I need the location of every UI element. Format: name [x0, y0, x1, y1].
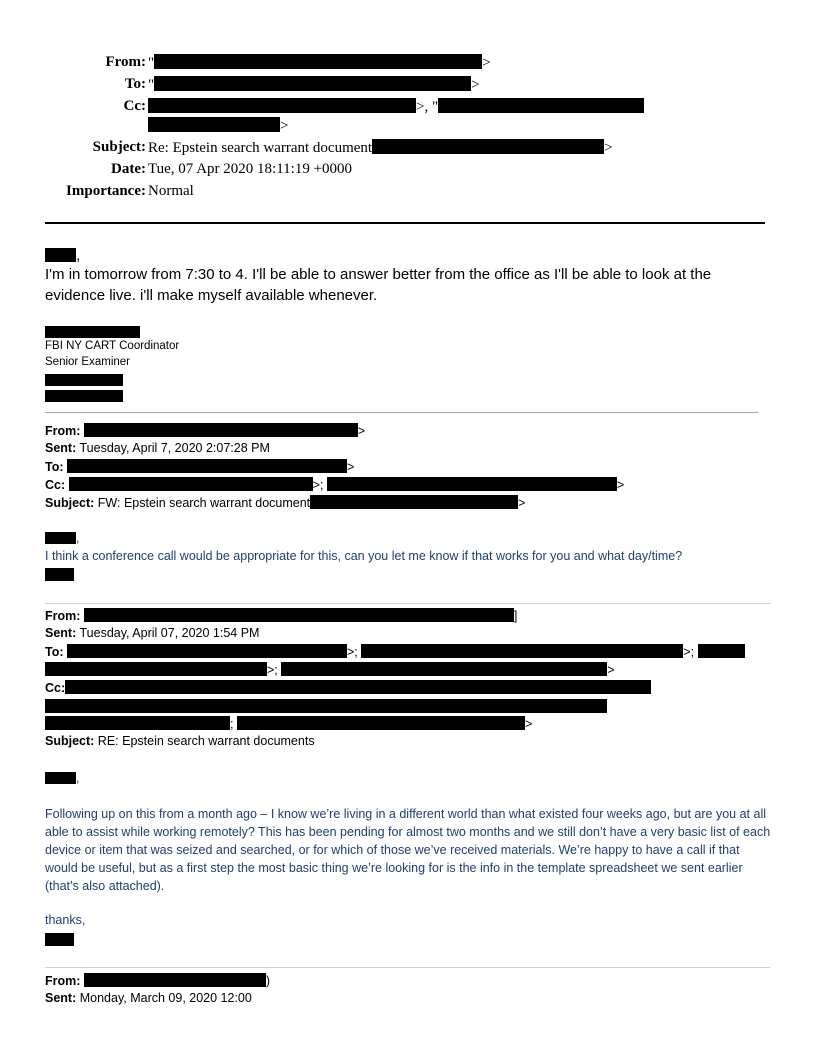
greeting-comma: ,	[76, 247, 81, 264]
msg2-greeting	[45, 531, 79, 545]
from-value	[148, 54, 491, 72]
msg3-cc	[45, 680, 651, 695]
redaction	[310, 495, 518, 509]
greeting-comma: ,	[76, 771, 80, 785]
message-divider	[45, 603, 770, 604]
subject-label: Subject:	[45, 734, 95, 748]
header-divider	[45, 222, 765, 224]
redaction	[45, 532, 76, 544]
msg3-to	[45, 644, 745, 659]
redaction	[438, 98, 644, 113]
sent-value: Tuesday, April 7, 2020 2:07:28 PM	[79, 441, 270, 455]
redaction	[45, 772, 76, 784]
to-bracket: >	[471, 77, 480, 93]
redaction	[84, 608, 514, 622]
msg2-subject	[45, 495, 525, 510]
redaction	[148, 98, 416, 113]
sent-label: Sent:	[45, 991, 77, 1005]
cc-bracket: >	[280, 118, 289, 134]
to-value	[148, 76, 480, 94]
to-separator: >;	[683, 645, 695, 659]
cc-label: Cc:	[45, 681, 66, 695]
subject-bracket: >	[518, 496, 526, 510]
greeting-comma: ,	[76, 531, 80, 545]
redaction	[65, 680, 651, 694]
to-bracket: >	[347, 460, 355, 474]
from-bracket: ]	[513, 609, 518, 623]
redaction	[372, 139, 604, 154]
signature-title-2: Senior Examiner	[45, 356, 131, 368]
msg2-cc	[45, 477, 624, 492]
to-label: To:	[45, 460, 64, 474]
redaction	[45, 699, 607, 713]
importance-label: Importance:	[66, 183, 146, 199]
cc-separator: >;	[312, 478, 324, 492]
msg4-sent	[45, 991, 252, 1005]
to-label: To:	[124, 76, 146, 92]
redaction	[154, 54, 482, 69]
reply-body: I'm in tomorrow from 7:30 to 4. I'll be able to answer better from the office as I'll be able to look at the evidence live. i'll make myself available whenever.	[45, 266, 712, 304]
subject-label: Subject:	[92, 139, 146, 155]
msg3-from	[45, 608, 517, 623]
from-label: From:	[105, 54, 146, 70]
msg2-to	[45, 459, 354, 474]
redaction	[45, 716, 230, 730]
redaction	[237, 716, 525, 730]
msg3-greeting	[45, 771, 79, 785]
to-quote: "	[148, 77, 155, 93]
redaction	[148, 117, 280, 132]
redaction	[327, 477, 617, 491]
to-separator: >;	[347, 645, 358, 659]
date-value: Tue, 07 Apr 2020 18:11:19 +0000	[148, 161, 353, 177]
signature-redaction	[45, 374, 123, 386]
cc-value	[148, 98, 644, 116]
redaction	[698, 644, 745, 658]
redaction	[84, 973, 266, 987]
redaction	[67, 459, 347, 473]
subject-label: Subject:	[45, 496, 95, 510]
sent-label: Sent:	[45, 441, 77, 455]
from-label: From:	[45, 974, 81, 988]
sent-label: Sent:	[45, 626, 77, 640]
sent-value: Monday, March 09, 2020 12:00	[79, 991, 252, 1005]
cc-separator: ;	[230, 717, 234, 731]
cc-separator: >, "	[416, 99, 439, 115]
subject-bracket: >	[604, 140, 613, 156]
signature-name-redaction	[45, 326, 140, 338]
signature-title-1: FBI NY CART Coordinator	[45, 340, 180, 352]
message-divider	[45, 967, 770, 968]
to-separator: >;	[267, 663, 278, 677]
msg3-sent	[45, 626, 259, 640]
msg3-body: Following up on this from a month ago – I know we’re living in a different world than what existed four weeks ago, but are you at all able to assist while working remotely? This has been pending for almost two months and we still don’t have a very basic list of each device or item that was seized and searched, or for which of those we’ve received materials. We’re happy to have a call if that would be useful, but as a first step the most basic thing we’re looking for is the info in the template spreadsheet we sent earlier (that’s also attached).	[45, 807, 771, 893]
to-bracket: >	[607, 663, 615, 677]
msg2-sent	[45, 441, 270, 455]
cc-label: Cc:	[123, 98, 146, 114]
reply-greeting	[45, 247, 80, 264]
importance-value: Normal	[148, 183, 194, 199]
from-paren: )	[265, 974, 271, 988]
msg3-to-line2	[45, 662, 615, 677]
cc-bracket: >	[616, 478, 625, 492]
redaction	[281, 662, 607, 676]
from-bracket: >	[482, 55, 491, 71]
redaction	[45, 662, 267, 676]
msg2-from	[45, 423, 365, 438]
msg3-cc-line3	[45, 716, 532, 731]
sent-value: Tuesday, April 07, 2020 1:54 PM	[79, 626, 260, 640]
subject-value: FW: Epstein search warrant document	[97, 496, 311, 510]
from-bracket: >	[357, 424, 366, 438]
subject-value: RE: Epstein search warrant documents	[97, 734, 315, 748]
signature-redaction	[45, 933, 74, 946]
signature-redaction	[45, 390, 123, 402]
to-label: To:	[45, 645, 64, 659]
subject-value	[148, 139, 613, 157]
msg3-subject	[45, 734, 315, 748]
redaction	[69, 477, 313, 491]
msg4-from	[45, 973, 270, 988]
message-divider	[45, 412, 758, 413]
redaction	[45, 248, 76, 262]
redaction	[361, 644, 683, 658]
cc-label: Cc:	[45, 478, 66, 492]
from-label: From:	[45, 424, 81, 438]
signature-redaction	[45, 568, 74, 581]
date-label: Date:	[111, 161, 146, 177]
msg2-body: I think a conference call would be appropriate for this, can you let me know if that works for you and what day/time?	[45, 549, 683, 563]
from-quote: "	[148, 55, 155, 71]
msg3-closing: thanks,	[45, 913, 86, 927]
from-label: From:	[45, 609, 81, 623]
subject-text: Re: Epstein search warrant document	[148, 140, 373, 156]
redaction	[84, 423, 358, 437]
redaction	[67, 644, 347, 658]
redaction	[154, 76, 471, 91]
cc-value-line2	[148, 117, 288, 135]
cc-bracket: >	[524, 717, 533, 731]
